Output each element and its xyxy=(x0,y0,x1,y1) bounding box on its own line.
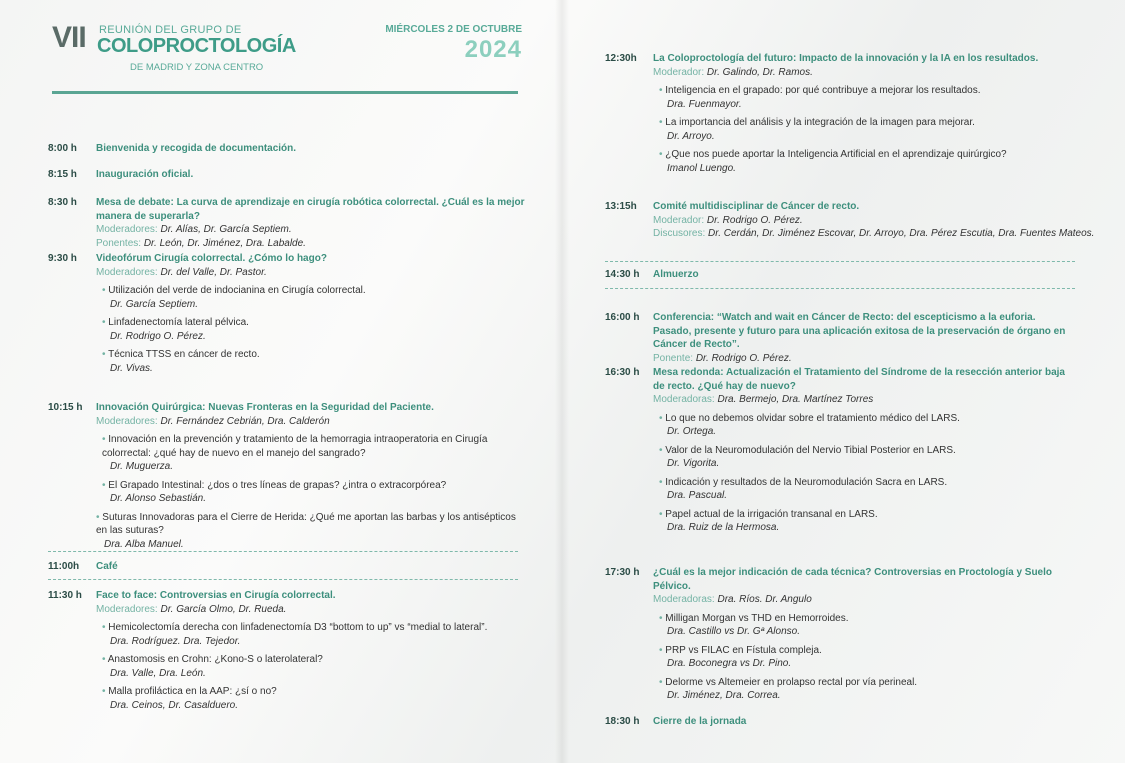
talk-item xyxy=(659,476,1068,503)
role-label: Moderador: xyxy=(653,66,705,78)
session-title: Mesa redonda: Actualización el Tratamiento del Síndrome de la resección anterior baja de recto. ¿Qué hay de nuevo? xyxy=(653,367,1065,392)
session-title: La Coloproctología del futuro: Impacto de la innovación y la IA en los resultados. xyxy=(653,53,1039,64)
break-cafe xyxy=(48,558,518,576)
page-fold xyxy=(555,0,569,763)
speaker-names: Dra. Ríos. Dr. Angulo xyxy=(717,594,812,605)
session-time: 12:30h xyxy=(605,53,637,64)
talk-item xyxy=(659,412,1068,439)
session-time: 16:30 h xyxy=(605,367,640,378)
role-label: Ponentes: xyxy=(96,237,142,249)
talk-title: • La importancia del análisis y la integración de la imagen para mejorar. xyxy=(659,116,1073,130)
talk-title: • Utilización del verde de indocianina en Cirugía colorrectal. xyxy=(102,284,516,298)
talk-item xyxy=(102,316,516,343)
talk-title: • Indicación y resultados de la Neuromodulación Sacra en LARS. xyxy=(659,476,1068,490)
break-label: Café xyxy=(96,561,118,572)
session-title: Bienvenida y recogida de documentación. xyxy=(96,143,297,154)
talk-title: • Hemicolectomía derecha con linfadenectomía D3 “bottom to up” vs “medial to lateral”. xyxy=(102,621,516,635)
talk-item xyxy=(102,621,516,648)
talk-title: • Innovación en la prevención y tratamiento de la hemorragia intraoperatoria en Cirugía colorrectal: ¿qué hay de nuevo en el manejo del sangrado? xyxy=(102,433,512,460)
talk-title: • Milligan Morgan vs THD en Hemorroides. xyxy=(659,612,1083,626)
talk-speaker: Dr. Arroyo. xyxy=(667,130,715,142)
talk-speaker: Dra. Pascual. xyxy=(667,490,728,501)
talk-item xyxy=(659,148,1073,175)
session-time: 18:30 h xyxy=(605,716,640,727)
talk-speaker: Dr. Alonso Sebastián. xyxy=(110,493,206,504)
talk-item xyxy=(96,511,516,552)
header-line1: REUNIÓN DEL GRUPO DE xyxy=(99,24,242,36)
talk-item xyxy=(102,479,516,506)
talk-speaker: Dr. Rodrigo O. Pérez. xyxy=(110,330,206,342)
session-title: Face to face: Controversias en Cirugía colorrectal. xyxy=(96,590,336,601)
talk-speaker: Imanol Luengo. xyxy=(667,162,736,174)
talk-title: • Valor de la Neuromodulación del Nervio Tibial Posterior en LARS. xyxy=(659,444,1068,458)
talk-title: • ¿Que nos puede aportar la Inteligencia Artificial en el aprendizaje quirúrgico? xyxy=(659,148,1073,162)
talk-item xyxy=(659,644,1083,671)
header-line2: COLOPROCTOLOGÍA xyxy=(97,35,296,57)
session-title: Cierre de la jornada xyxy=(653,716,747,727)
talk-speaker: Dra. Castillo vs Dr. Gª Alonso. xyxy=(667,626,800,637)
talk-speaker: Dra. Fuenmayor. xyxy=(667,98,742,110)
session-time: 13:15h xyxy=(605,201,637,212)
session-title: ¿Cuál es la mejor indicación de cada técnica? Controversias en Proctología y Suelo Pélvico. xyxy=(653,567,1053,592)
talk-speaker: Dr. Vivas. xyxy=(110,362,153,374)
speaker-names: Dr. Alías, Dr. García Septiem. xyxy=(160,224,292,235)
talk-item xyxy=(659,508,1068,535)
talk-title: • Delorme vs Altemeier en prolapso rectal por vía perineal. xyxy=(659,676,1083,690)
talk-item xyxy=(659,116,1073,143)
year: 2024 xyxy=(464,36,522,63)
talk-speaker: Dr. Ortega. xyxy=(667,426,717,437)
talk-title: • Técnica TTSS en cáncer de recto. xyxy=(102,348,516,362)
role-label: Moderadores: xyxy=(96,266,158,278)
talk-item xyxy=(102,685,516,712)
talk-item xyxy=(659,84,1073,111)
speaker-names: Dra. Bermejo, Dra. Martínez Torres xyxy=(717,394,874,405)
talk-title: • Inteligencia en el grapado: por qué contribuye a mejorar los resultados. xyxy=(659,84,1073,98)
speaker-names: Dr. Rodrigo O. Pérez. xyxy=(695,352,792,364)
speaker-names: Dr. Rodrigo O. Pérez. xyxy=(706,214,803,226)
talk-speaker: Dra. Ruiz de la Hermosa. xyxy=(667,522,780,533)
header-line3: DE MADRID Y ZONA CENTRO xyxy=(130,62,264,73)
divider xyxy=(605,288,1075,289)
talk-item xyxy=(102,284,516,311)
session-title: Conferencia: “Watch and wait en Cáncer de Recto: del escepticismo a la euforia. Pasado, presente y futuro para una aplicación exitosa de la preservación de órgano en Cáncer de Recto”. xyxy=(653,312,1066,350)
role-label: Moderadoras: xyxy=(653,594,715,605)
talk-item xyxy=(102,653,516,680)
divider xyxy=(605,261,1075,262)
talk-speaker: Dra. Ceinos, Dr. Casalduero. xyxy=(110,699,239,711)
talk-item xyxy=(102,348,516,375)
break-label: Almuerzo xyxy=(653,269,699,280)
role-label: Moderadores: xyxy=(96,415,158,427)
break-time: 11:00h xyxy=(48,561,80,572)
talk-item xyxy=(102,433,516,474)
speaker-names: Dr. García Olmo, Dr. Rueda. xyxy=(160,603,287,615)
speaker-names: Dr. León, Dr. Jiménez, Dra. Labalde. xyxy=(143,237,306,249)
talk-title: • Linfadenectomía lateral pélvica. xyxy=(102,316,516,330)
divider xyxy=(48,551,518,552)
session-time: 16:00 h xyxy=(605,312,640,323)
role-label: Moderadores: xyxy=(96,224,158,235)
role-label: Moderadores: xyxy=(96,603,158,615)
session-title: Mesa de debate: La curva de aprendizaje en cirugía robótica colorrectal. ¿Cuál es la mejor manera de superarla? xyxy=(96,197,525,222)
edition-roman: VII xyxy=(52,21,86,54)
talk-item xyxy=(659,676,1083,703)
session-title: Comité multidisciplinar de Cáncer de recto. xyxy=(653,201,860,212)
event-header xyxy=(52,18,522,88)
talk-speaker: Dra. Alba Manuel. xyxy=(104,538,184,550)
break-lunch xyxy=(605,266,1075,284)
role-label: Ponente: xyxy=(653,352,694,364)
session-time: 8:30 h xyxy=(48,197,77,208)
speaker-names: Dr. Galindo, Dr. Ramos. xyxy=(706,66,813,78)
session-time: 8:00 h xyxy=(48,143,77,154)
talk-title: • Suturas Innovadoras para el Cierre de Herida: ¿Qué me aportan las barbas y los antisépticos en las suturas? xyxy=(96,511,516,538)
speaker-names: Dr. Cerdán, Dr. Jiménez Escovar, Dr. Arroyo, Dra. Pérez Escutia, Dra. Fuentes Mateos. xyxy=(708,228,1095,239)
speaker-names: Dr. Fernández Cebrián, Dra. Calderón xyxy=(160,415,330,427)
talk-item xyxy=(659,612,1083,639)
talk-title: • PRP vs FILAC en Fístula compleja. xyxy=(659,644,1083,658)
speaker-names: Dr. del Valle, Dr. Pastor. xyxy=(160,266,267,278)
session-time: 11:30 h xyxy=(48,590,82,601)
talk-speaker: Dra. Boconegra vs Dr. Pino. xyxy=(667,658,792,669)
talk-title: • Lo que no debemos olvidar sobre el tratamiento médico del LARS. xyxy=(659,412,1068,426)
talk-title: • Malla profiláctica en la AAP: ¿sí o no? xyxy=(102,685,516,699)
session-time: 9:30 h xyxy=(48,253,77,264)
role-label: Moderador: xyxy=(653,214,705,226)
talk-speaker: Dra. Valle, Dra. León. xyxy=(110,667,206,679)
break-time: 14:30 h xyxy=(605,269,640,280)
session-time: 8:15 h xyxy=(48,169,77,180)
date-line: MIÉRCOLES 2 DE OCTUBRE xyxy=(385,24,522,35)
session-time: 17:30 h xyxy=(605,567,640,578)
talk-title: • El Grapado Intestinal: ¿dos o tres líneas de grapas? ¿intra o extracorpórea? xyxy=(102,479,516,493)
session-title: Innovación Quirúrgica: Nuevas Fronteras en la Seguridad del Paciente. xyxy=(96,402,434,413)
session-title: Inauguración oficial. xyxy=(96,169,194,180)
talk-title: • Papel actual de la irrigación transanal en LARS. xyxy=(659,508,1068,522)
talk-speaker: Dra. Rodríguez. Dra. Tejedor. xyxy=(110,635,241,647)
header-rule xyxy=(52,91,518,94)
talk-speaker: Dr. García Septiem. xyxy=(110,298,198,310)
session-title: Videofórum Cirugía colorrectal. ¿Cómo lo hago? xyxy=(96,253,327,264)
role-label: Moderadoras: xyxy=(653,394,715,405)
talk-item xyxy=(659,444,1068,471)
talk-speaker: Dr. Muguerza. xyxy=(110,461,173,472)
talk-title: • Anastomosis en Crohn: ¿Kono-S o laterolateral? xyxy=(102,653,516,667)
talk-speaker: Dr. Vigorita. xyxy=(667,458,720,469)
session-time: 10:15 h xyxy=(48,402,83,413)
divider xyxy=(48,579,518,580)
talk-speaker: Dr. Jiménez, Dra. Correa. xyxy=(667,690,781,701)
role-label: Discusores: xyxy=(653,228,706,239)
